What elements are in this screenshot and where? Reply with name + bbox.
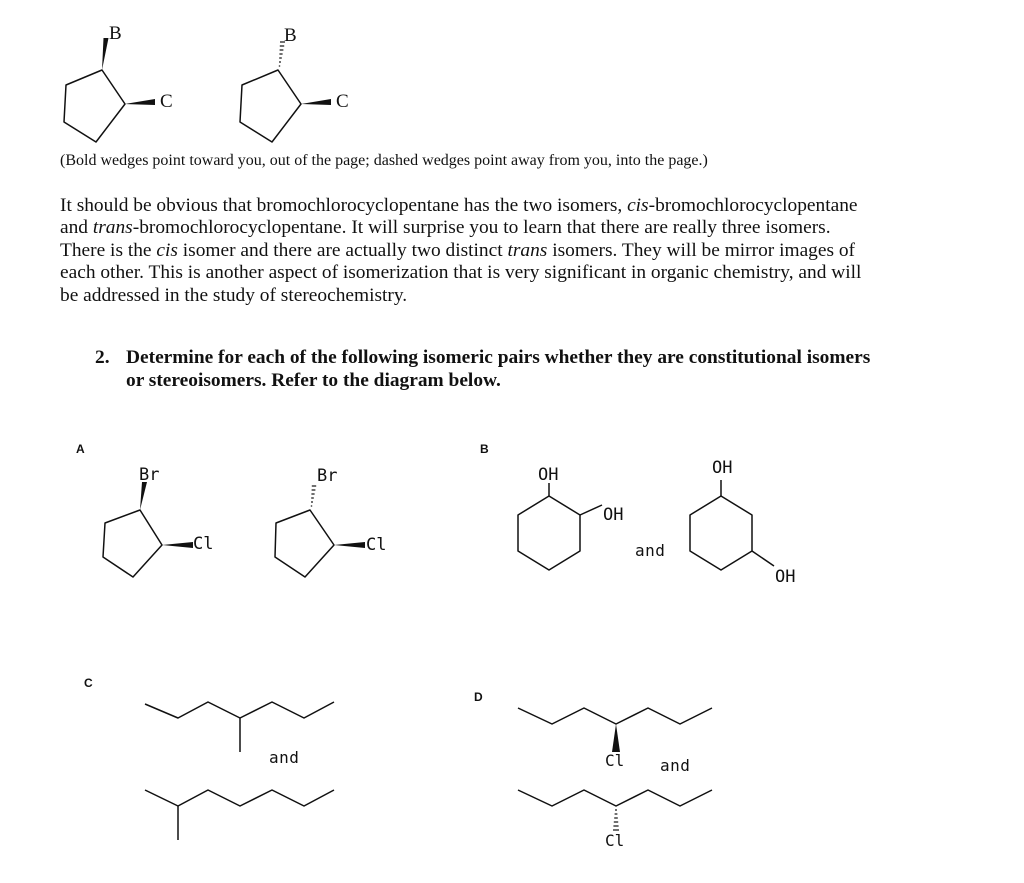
panel-b-cyclohexane-2: [690, 496, 752, 570]
panel-d-dashed-wedge-cl: [613, 810, 619, 830]
top-right-bold-wedge-cl: [301, 99, 331, 105]
italic-term: trans: [92, 217, 133, 239]
panel-d-bold-wedge-cl: [612, 724, 620, 752]
panel-b-and: and: [635, 541, 666, 560]
paragraph-line-5: be addressed in the study of stereochemistry.: [60, 284, 408, 306]
italic-term: cis: [627, 195, 649, 216]
panel-b-mol1-oh-side: OH: [603, 505, 624, 525]
panel-a-bold-wedge-br: [140, 482, 147, 510]
panel-a-mol2-br-label: Br: [317, 466, 338, 486]
panel-b-mol2-oh-top: OH: [712, 458, 733, 478]
panel-b-mol1-oh-top: OH: [538, 465, 559, 485]
top-left-bromine-label: B: [109, 23, 122, 44]
panel-b-oh-bond-4: [752, 551, 774, 566]
panel-a-mol1-cl-label: Cl: [193, 534, 214, 554]
top-left-bold-wedge-br: [102, 38, 109, 70]
panel-d-chain-2: [518, 790, 712, 806]
top-left-cyclopentane-ring: [64, 70, 125, 142]
panel-a-bold-wedge-cl-1: [162, 542, 193, 548]
panel-a-label: A: [76, 442, 85, 456]
panel-a-mol2-cl-label: Cl: [366, 535, 387, 555]
panel-d-and: and: [660, 756, 691, 775]
panel-d-label: D: [474, 690, 483, 704]
panel-b-mol2-oh-bottom: OH: [775, 567, 796, 587]
panel-c-and: and: [269, 748, 300, 767]
panel-b-oh-bond-2: [580, 505, 602, 515]
panel-d-chain-1: [518, 708, 712, 724]
paragraph-line-2: and trans-bromochlorocyclopentane. It will surprise you to learn that there are really three isomers.: [60, 217, 831, 239]
question-line-2: or stereoisomers. Refer to the diagram below.: [126, 369, 501, 391]
panel-c-label: C: [84, 676, 93, 690]
italic-term: cis: [156, 239, 178, 261]
top-left-bold-wedge-cl: [125, 99, 155, 105]
top-right-bromine-label: B: [284, 25, 297, 46]
question-text: [126, 347, 870, 392]
panel-a-ring-2: [275, 510, 334, 577]
panel-a-dashed-wedge-br: [311, 486, 316, 506]
paragraph-line-1: It should be obvious that bromochlorocyclopentane has the two isomers, cis-bromochlorocyclopentane: [60, 195, 858, 216]
panel-b-cyclohexane-1: [518, 496, 580, 570]
question-line-1: Determine for each of the following isomeric pairs whether they are constitutional isomers: [126, 347, 871, 368]
panel-a-ring-1: [103, 510, 162, 577]
question-number: 2.: [95, 347, 110, 368]
panel-a-mol1-br-label: Br: [139, 465, 160, 485]
panel-c-chain-1: [145, 702, 334, 718]
panel-a-bold-wedge-cl-2: [334, 542, 365, 548]
top-left-chlorine-label: C: [160, 91, 173, 112]
top-right-cyclopentane-ring: [240, 70, 301, 142]
italic-term: trans: [507, 239, 548, 261]
panel-b-label: B: [480, 442, 489, 456]
intro-paragraph: [60, 195, 985, 307]
panel-d-mol2-cl-label: Cl: [605, 831, 625, 850]
paragraph-line-3: There is the cis isomer and there are actually two distinct trans isomers. They will be mirror images of: [60, 239, 856, 261]
paragraph-line-4: each other. This is another aspect of isomerization that is very significant in organic chemistry, and will: [60, 262, 862, 284]
wedge-note: (Bold wedges point toward you, out of the page; dashed wedges point away from you, into the page.): [60, 152, 708, 169]
panel-d-mol1-cl-label: Cl: [605, 751, 625, 770]
panel-c-chain-2: [145, 790, 334, 806]
top-right-chlorine-label: C: [336, 91, 349, 112]
